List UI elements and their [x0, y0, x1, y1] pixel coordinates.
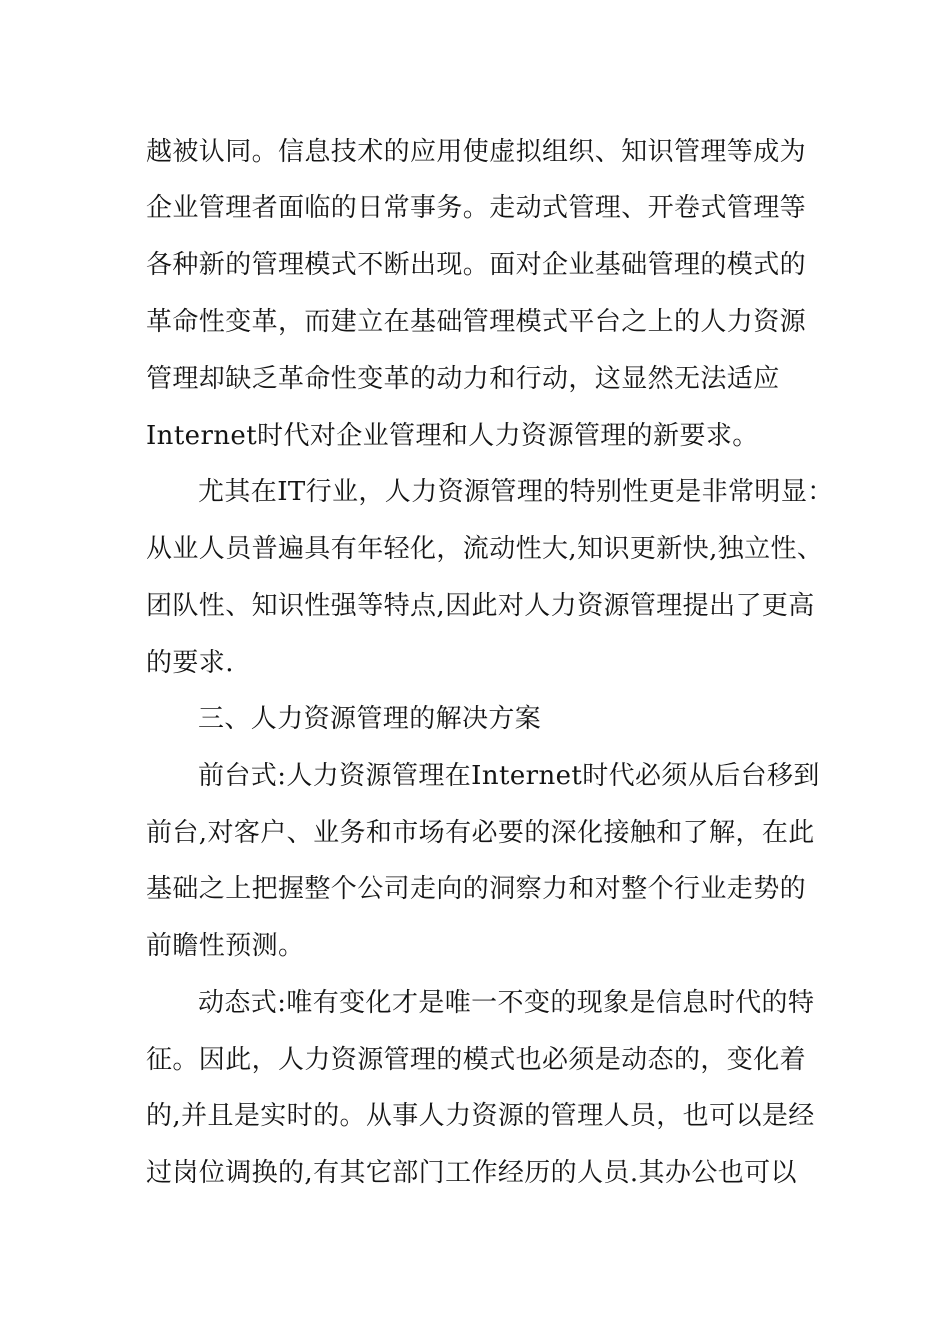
text-line: 前台,对客户、业务和市场有必要的深化接触和了解，在此 [146, 818, 815, 848]
text-line: 前瞻性预测。 [146, 931, 305, 961]
text-line: 征。因此，人力资源管理的模式也必须是动态的，变化着 [146, 1045, 807, 1075]
text-line: Internet时代对企业管理和人力资源管理的新要求。 [146, 421, 759, 451]
text-line: 的,并且是实时的。从事人力资源的管理人员，也可以是经 [146, 1101, 815, 1131]
text-line: 从业人员普遍具有年轻化，流动性大,知识更新快,独立性、 [146, 534, 824, 564]
text-line: 越被认同。信息技术的应用使虚拟组织、知识管理等成为 [146, 137, 807, 167]
text-line: 的要求. [146, 648, 234, 678]
text-line: 各种新的管理模式不断出现。面对企业基础管理的模式的 [146, 250, 807, 280]
text-line: 过岗位调换的,有其它部门工作经历的人员.其办公也可以 [146, 1158, 797, 1188]
section-heading: 三、人力资源管理的解决方案 [198, 704, 542, 734]
text-line: 管理却缺乏革命性变革的动力和行动，这显然无法适应 [146, 364, 780, 394]
text-line: 企业管理者面临的日常事务。走动式管理、开卷式管理等 [146, 193, 807, 223]
text-line: 基础之上把握整个公司走向的洞察力和对整个行业走势的 [146, 874, 807, 904]
text-line: 团队性、知识性强等特点,因此对人力资源管理提出了更高 [146, 591, 815, 621]
paragraph-first-line: 前台式:人力资源管理在Internet时代必须从后台移到 [198, 761, 820, 791]
paragraph-first-line: 尤其在IT行业，人力资源管理的特别性更是非常明显： [198, 477, 834, 507]
text-line: 革命性变革，而建立在基础管理模式平台之上的人力资源 [146, 307, 807, 337]
paragraph-first-line: 动态式:唯有变化才是唯一不变的现象是信息时代的特 [198, 988, 815, 1018]
